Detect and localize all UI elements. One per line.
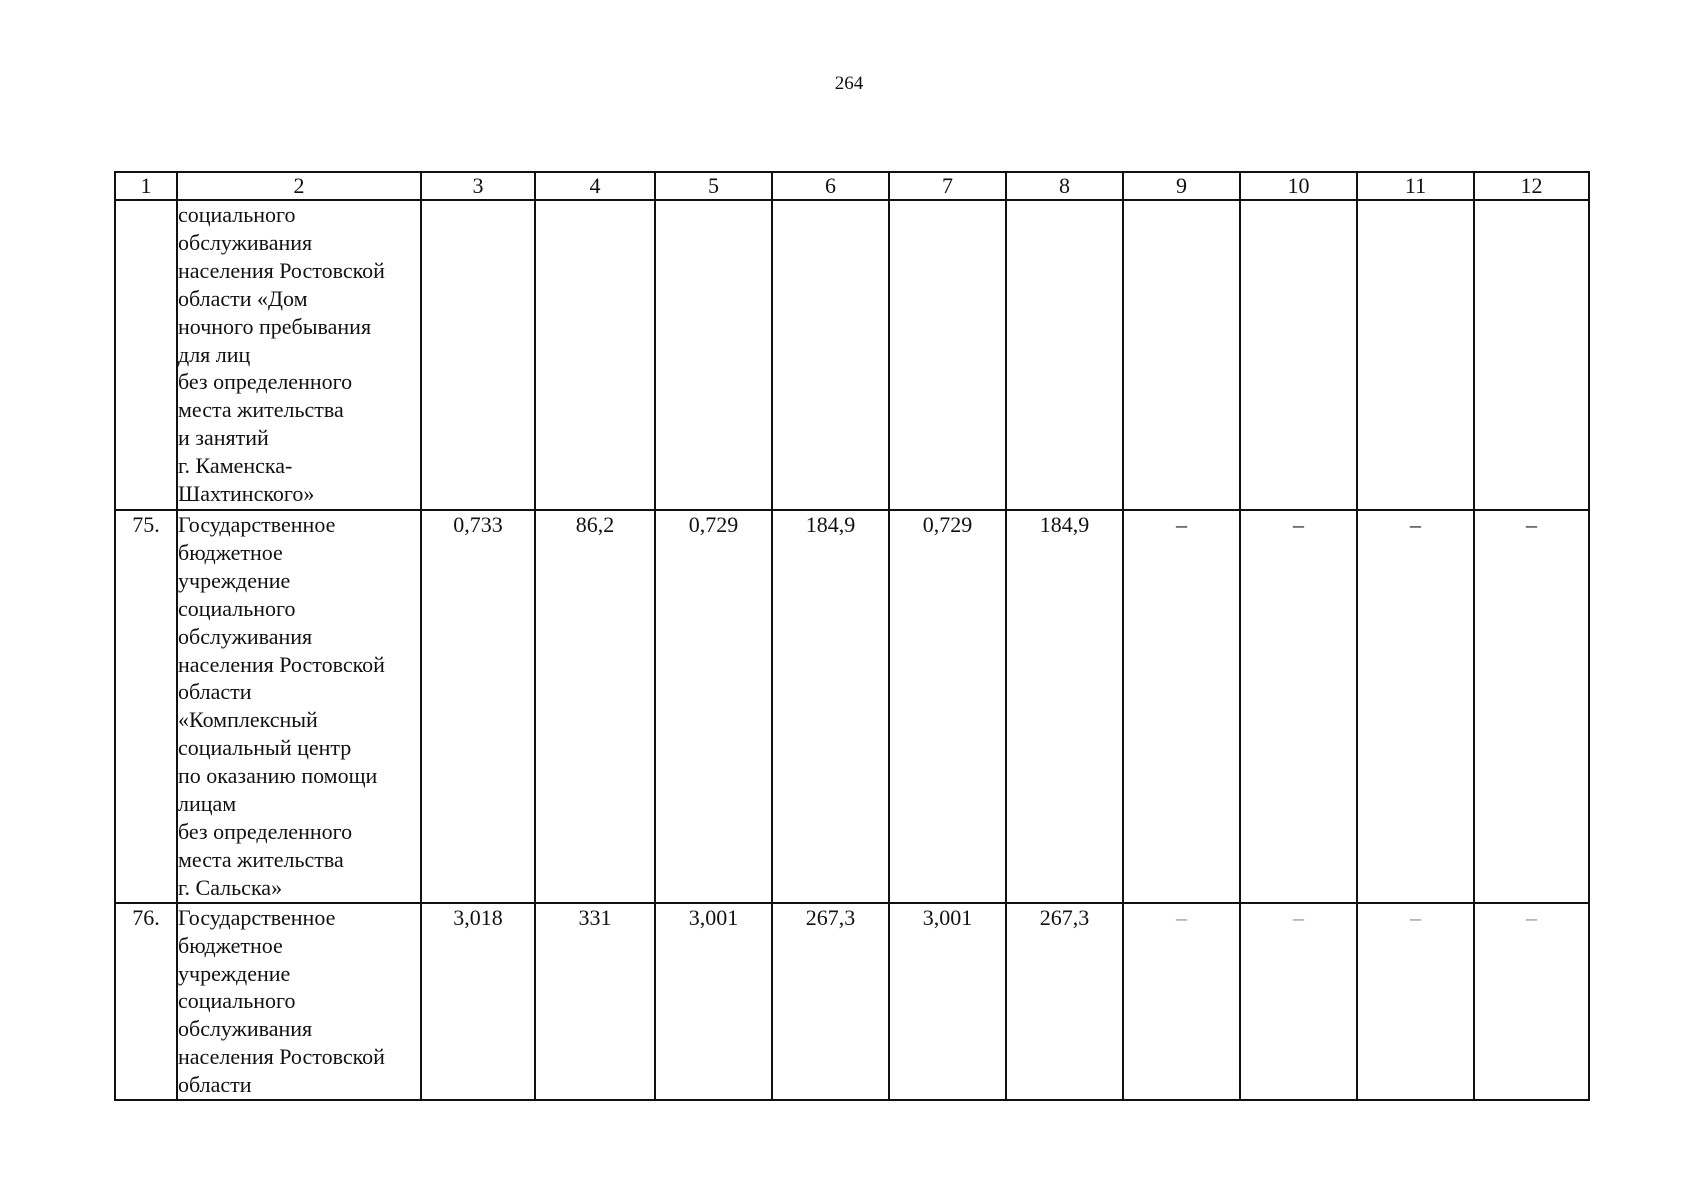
value-cell: –: [1474, 510, 1589, 903]
header-row: [115, 172, 1589, 200]
value-cell: 184,9: [772, 510, 889, 903]
value-cell: [772, 200, 889, 510]
value-cell: –: [1474, 903, 1589, 1100]
page-number: 264: [834, 73, 864, 94]
value-cell: –: [1240, 510, 1357, 903]
value-cell: 267,3: [1006, 903, 1123, 1100]
column-header: 3: [421, 172, 535, 200]
value-cell: [655, 200, 772, 510]
column-header: 8: [1006, 172, 1123, 200]
institution-name: социального обслуживания населения Ростовской области «Дом ночного пребывания для лиц без определенного места жительства и занятий г. Каменска- Шахтинского»: [177, 200, 421, 510]
value-cell: –: [1357, 510, 1474, 903]
value-cell: 184,9: [1006, 510, 1123, 903]
value-cell: [421, 200, 535, 510]
value-cell: [535, 200, 655, 510]
value-cell: –: [1123, 510, 1240, 903]
column-header: 6: [772, 172, 889, 200]
column-header: 2: [177, 172, 421, 200]
table-row: [115, 510, 1589, 903]
value-cell: [1123, 200, 1240, 510]
column-header: 10: [1240, 172, 1357, 200]
value-cell: [1006, 200, 1123, 510]
value-cell: 267,3: [772, 903, 889, 1100]
value-cell: 0,733: [421, 510, 535, 903]
row-number: [115, 200, 177, 510]
column-header: 11: [1357, 172, 1474, 200]
institution-name: Государственное бюджетное учреждение социального обслуживания населения Ростовской области «Комплексный социальный центр по оказанию помощи лицам без определенного места жительства г. Сальска»: [177, 510, 421, 903]
value-cell: [1357, 200, 1474, 510]
column-header: 12: [1474, 172, 1589, 200]
value-cell: 0,729: [655, 510, 772, 903]
column-header: 7: [889, 172, 1006, 200]
value-cell: [1240, 200, 1357, 510]
column-header: 5: [655, 172, 772, 200]
value-cell: 3,018: [421, 903, 535, 1100]
row-number: 76.: [115, 903, 177, 1100]
row-number: 75.: [115, 510, 177, 903]
value-cell: –: [1123, 903, 1240, 1100]
column-header: 9: [1123, 172, 1240, 200]
value-cell: –: [1357, 903, 1474, 1100]
institution-name: Государственное бюджетное учреждение социального обслуживания населения Ростовской области: [177, 903, 421, 1100]
value-cell: 331: [535, 903, 655, 1100]
column-header: 4: [535, 172, 655, 200]
table-row: [115, 200, 1589, 510]
value-cell: 3,001: [889, 903, 1006, 1100]
column-header: 1: [115, 172, 177, 200]
data-table: [114, 171, 1590, 1101]
value-cell: 86,2: [535, 510, 655, 903]
value-cell: 0,729: [889, 510, 1006, 903]
value-cell: [1474, 200, 1589, 510]
value-cell: [889, 200, 1006, 510]
table-row: [115, 903, 1589, 1100]
value-cell: 3,001: [655, 903, 772, 1100]
value-cell: –: [1240, 903, 1357, 1100]
